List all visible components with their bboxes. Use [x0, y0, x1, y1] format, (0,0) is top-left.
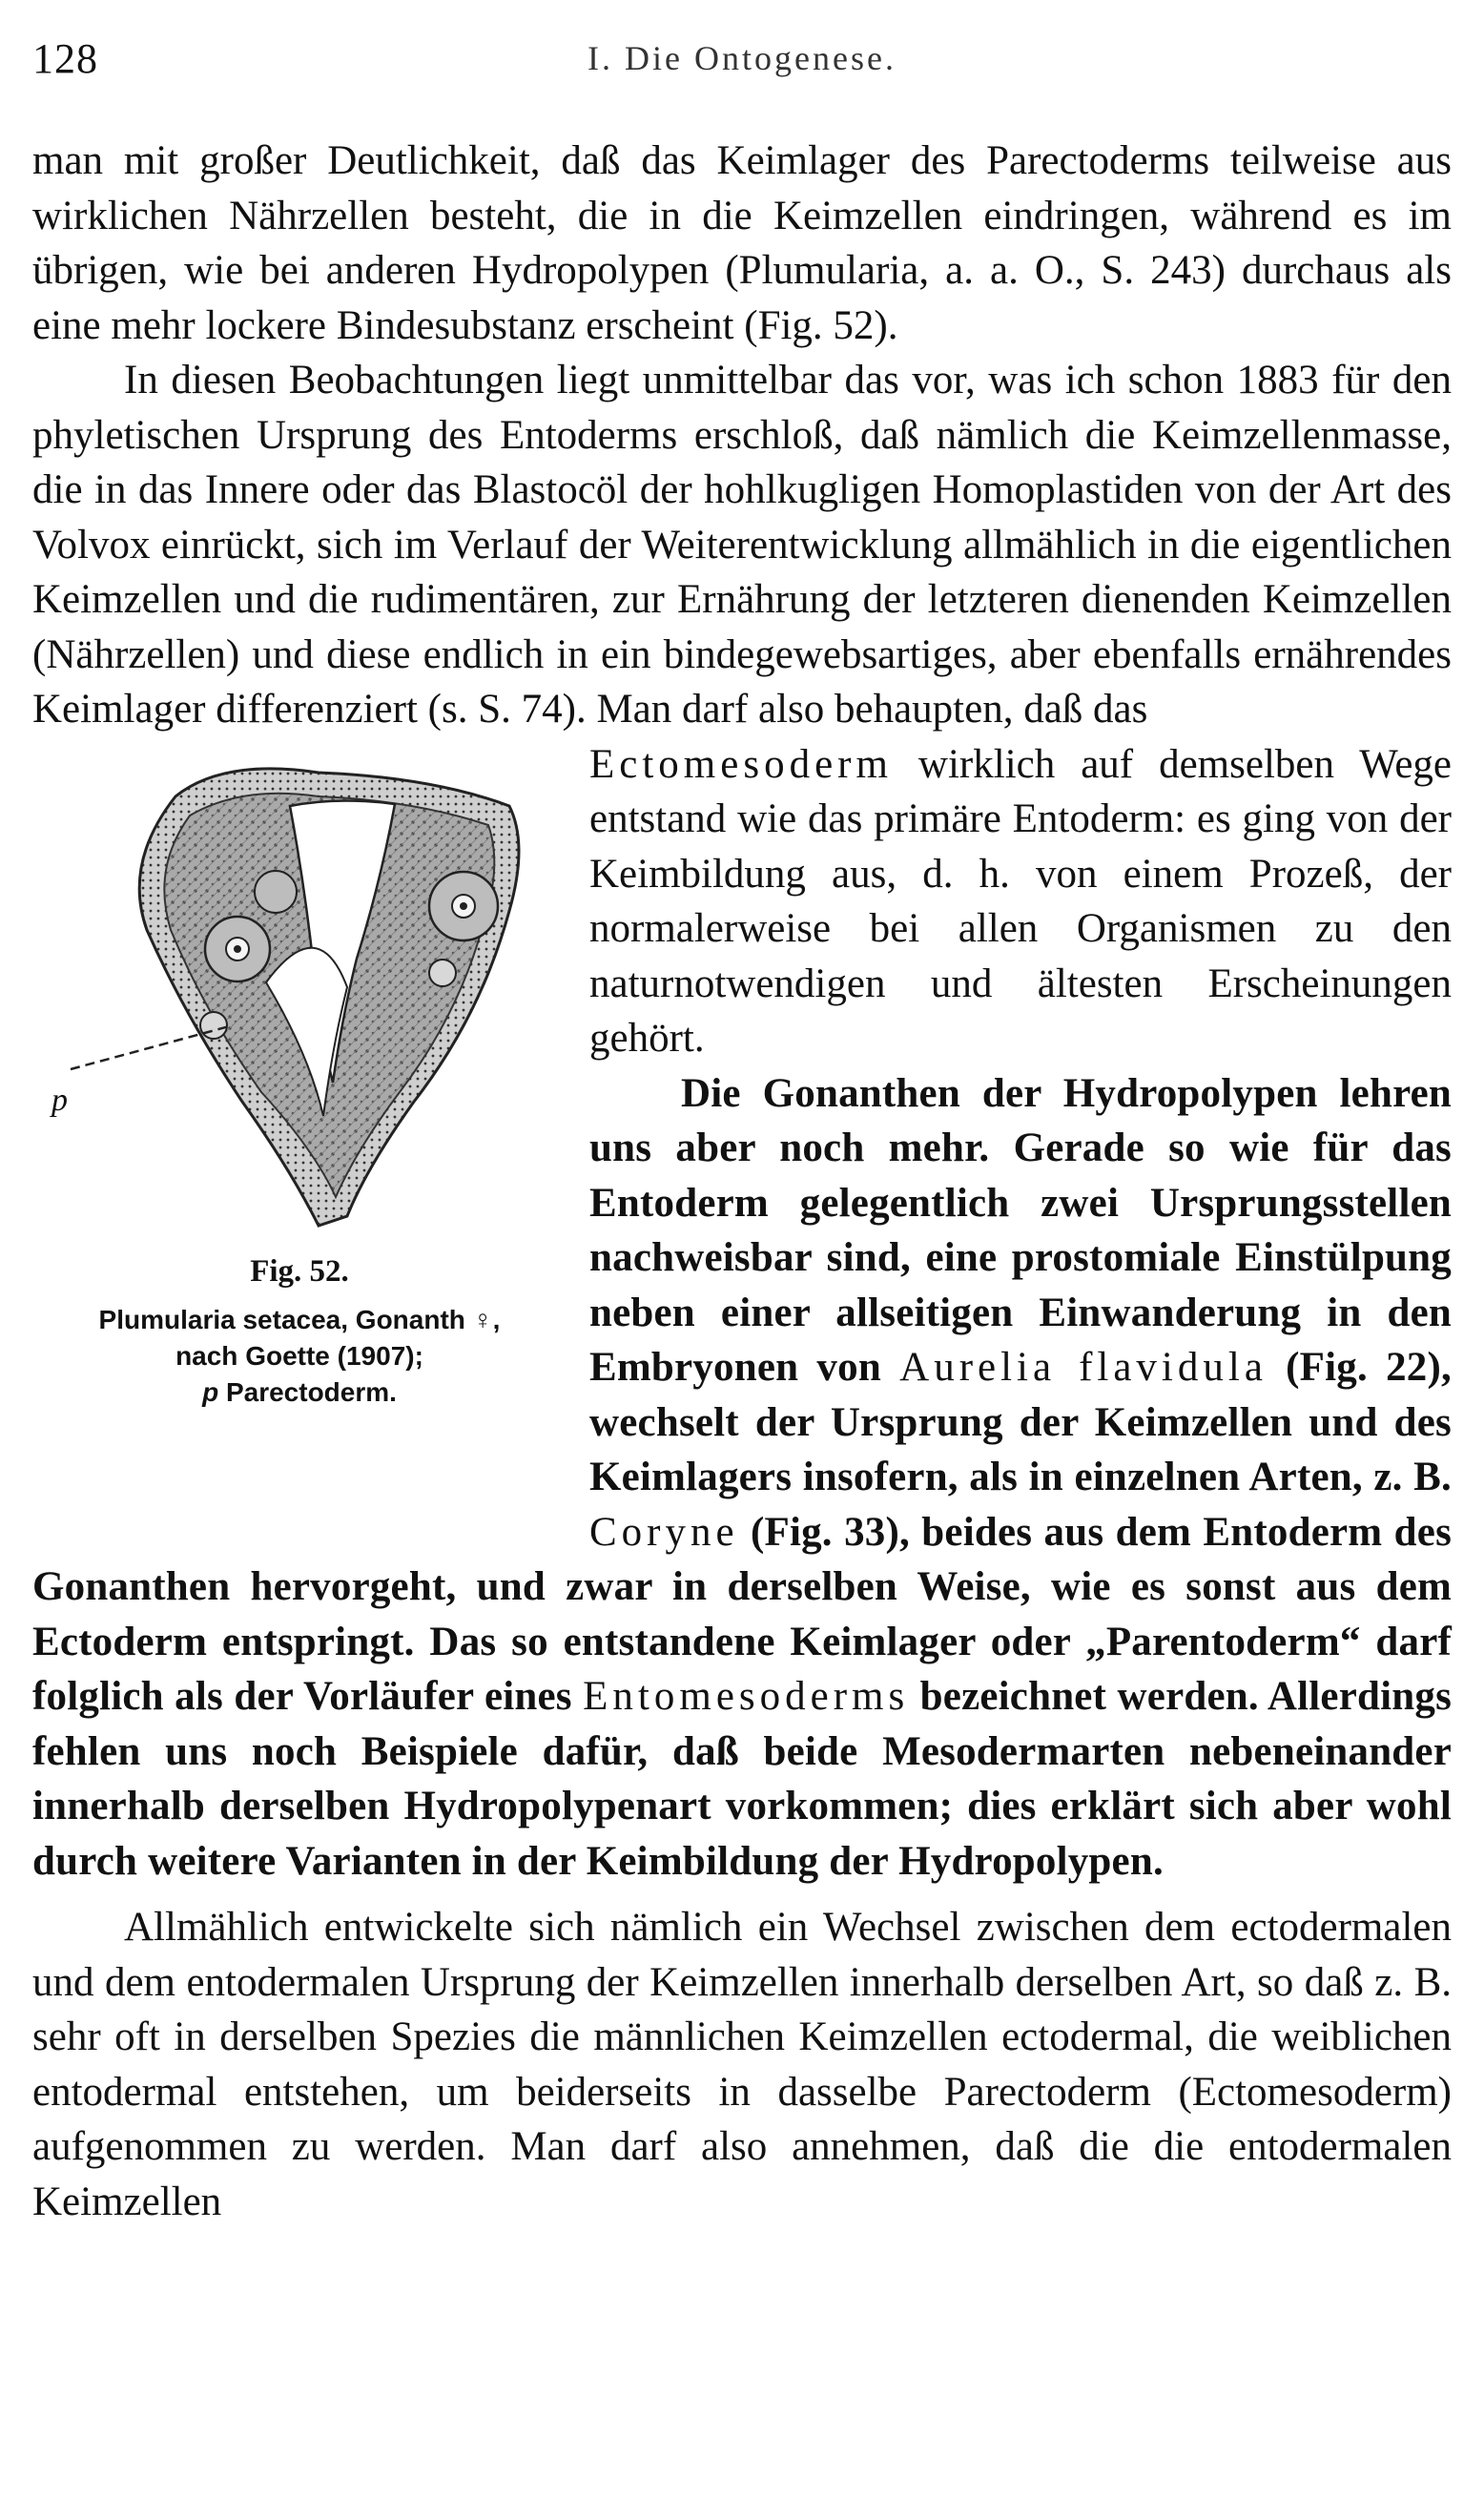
figure-52 [32, 739, 567, 1514]
page-header [32, 27, 1452, 84]
term-ectomesoderm: Ectomesoderm [589, 741, 893, 787]
species-aurelia: Aurelia flavidula [899, 1345, 1268, 1390]
paragraph-1-text: man mit großer Deutlichkeit, daß das Keimlager des Parectoderms teilweise aus wirklichen Nährzellen besteht, die in die Keimzellen eindringen, während es im übrigen, wie bei anderen Hydropolypen (Plumularia, a. a. O., S. 243) durchaus als eine mehr lockere Bindesubstanz erscheint (Fig. 52). [32, 138, 1452, 348]
paragraph-4-text: Allmählich entwickelte sich nämlich ein Wechsel zwischen dem ectodermalen und dem entodermalen Ursprung der Keimzellen innerhalb derselben Art, so daß z. B. sehr oft in derselben Spezies die männlichen Keimzellen ectodermal, die weiblichen entodermal entstehen, um beiderseits in dasselbe Parectoderm (Ectomesoderm) aufgenommen zu werden. Man darf also annehmen, daß die die entodermalen Keimzellen [32, 1905, 1452, 2224]
page-number: 128 [32, 35, 98, 82]
paragraph-3-text-b: (Fig. 22), wechselt der Ursprung der Keimzellen und des Keimlagers insofern, als in einzelnen Arten, z. B. [589, 1345, 1452, 1499]
paragraph-2-text-a: In diesen Beobachtungen liegt unmittelbar das vor, was ich schon 1883 für den phyletischen Ursprung des Entoderms erschloß, daß nämlich die Keimzellenmasse, die in das Innere oder das Blastocöl der hohlkugligen Homoplastiden von der Art des Volvox einrückt, sich im Verlauf der Weiterentwicklung allmählich in die eigentlichen Keimzellen und die rudimentären, zur Ernährung der letzteren dienenden Keimzellen (Nährzellen) und diese endlich in ein bindegewebsartiges, aber ebenfalls ernährendes Keimlager differenziert (s. S. 74). Man darf also behaupten, daß das [32, 358, 1452, 732]
body-text [32, 134, 1452, 2229]
paragraph-2 [32, 353, 1452, 737]
paragraph-4 [32, 1900, 1452, 2229]
figure-caption-line-1: Plumularia setacea, Gonanth ♀, [98, 1304, 501, 1334]
figure-caption-line-3 [32, 1374, 567, 1411]
genus-coryne: Coryne [589, 1509, 739, 1555]
gonanth-illustration [32, 739, 567, 1245]
figure-caption [32, 1302, 567, 1411]
paragraph-1 [32, 134, 1452, 353]
figure-caption-line-2: nach Goette (1907); [175, 1340, 423, 1371]
running-head: I. Die Ontogenese. [587, 39, 897, 77]
figure-pointer-label: p [52, 1082, 68, 1118]
paragraph-3-text-c: (Fig. 33), beides aus dem Entoderm des Gonanthen hervorgeht, und zwar in derselben Weise, wie es sonst aus dem Ectoderm entspringt. Das so entstandene Keimlager oder „Parentoderm“ darf folglich als der Vorläufer eines [32, 1509, 1453, 1719]
term-entomesoderm: Entomesoderms [583, 1674, 910, 1719]
paragraph-3-text-d: bezeichnet werden. Allerdings fehlen uns noch Beispiele dafür, daß beide Mesodermarten nebeneinander innerhalb derselben Hydropolypenart vorkommen; dies erklärt sich aber wohl durch weitere Varianten in der Keimbildung der Hydropolypen. [32, 1674, 1453, 1884]
figure-caption-parectoderm: Parectoderm. [225, 1376, 397, 1407]
paragraph-2-text-b: wirklich auf demselben Wege entstand wie das primäre Entoderm: es ging von der Keimbildung aus, d. h. von einem Prozeß, der normalerweise bei allen Organismen zu den naturnotwendigen und ältesten Erscheinungen gehört. [589, 741, 1453, 1061]
figure-label: Fig. 52. [250, 1253, 349, 1289]
paragraph-3-text-a: Die Gonanthen der Hydropolypen lehren uns aber noch mehr. Gerade so wie für das Entoderm gelegentlich zwei Ursprungsstellen nachweisbar sind, eine prostomiale Einstülpung neben einer allseitigen Einwanderung in den Embryonen von [589, 1070, 1452, 1390]
figure-caption-p: p [202, 1376, 219, 1407]
